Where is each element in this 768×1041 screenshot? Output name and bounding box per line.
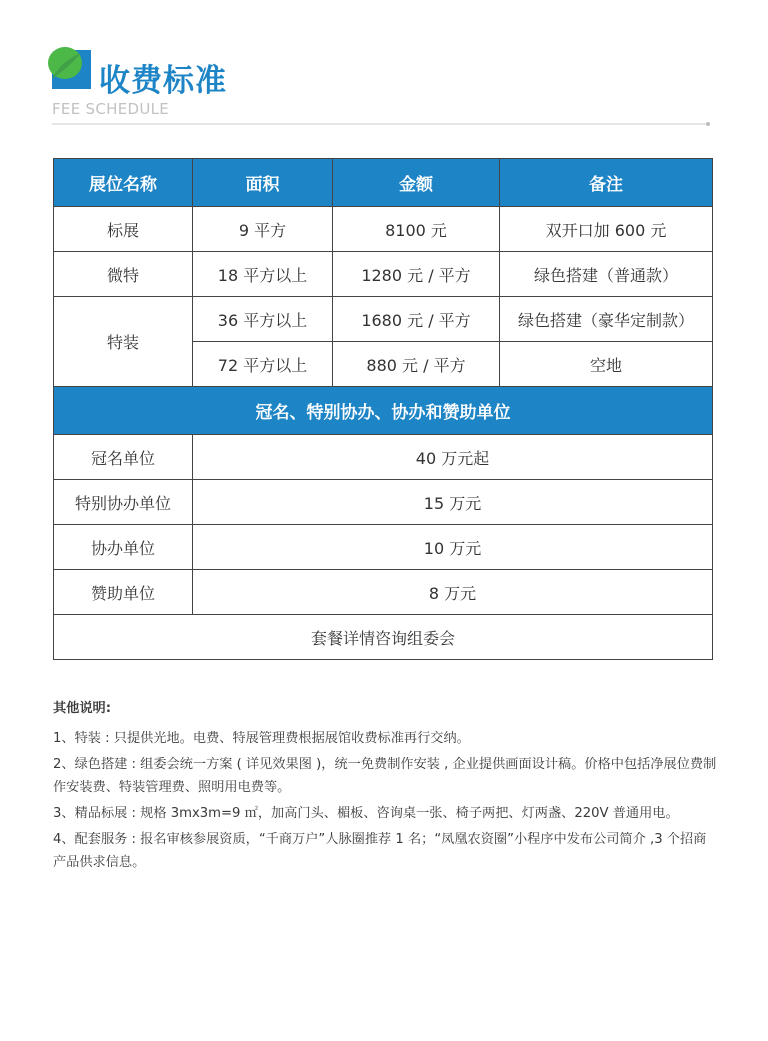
package-inquiry: 套餐详情咨询组委会 [54,615,713,660]
note-item: 3、精品标展 : 规格 3mx3m=9 ㎡，加高门头、楣板、咨询桌一张、椅子两把、灯两盏、220V 普通用电。 [53,806,679,821]
table-row [54,435,713,480]
booth-price: 1680 元 / 平方 [333,297,500,342]
sponsor-name: 冠名单位 [54,435,193,480]
header-divider [52,123,710,125]
booth-area: 36 平方以上 [193,297,333,342]
sponsor-name: 协办单位 [54,525,193,570]
note-item: 2、绿色搭建 : 组委会统一方案 ( 详见效果图 )，统一免费制作安装 , 企业提供画面设计稿。价格中包括净展位费制作安装费、特装管理费、照明用电费等。 [53,757,717,795]
booth-name: 微特 [54,252,193,297]
booth-price: 8100 元 [333,207,500,252]
table-row [54,480,713,525]
booth-area: 9 平方 [193,207,333,252]
table-row [54,297,713,342]
sponsor-price: 40 万元起 [193,435,713,480]
sponsor-price: 10 万元 [193,525,713,570]
note-item: 1、特装 : 只提供光地。电费、特展管理费根据展馆收费标准再行交纳。 [53,731,470,746]
note-item: 4、配套服务 : 报名审核参展资质，“千商万户”人脉圈推荐 1 名；“凤凰农资圈”小程序中发布公司简介 ,3 个招商产品供求信息。 [53,832,707,870]
sponsor-header-row [54,387,713,435]
booth-name: 特装 [54,297,193,387]
logo-icon [47,45,93,91]
sponsor-header: 冠名、特别协办、协办和赞助单位 [54,387,713,435]
notes-title: 其他说明: [53,701,112,716]
table-header-row [54,159,713,207]
booth-note: 双开口加 600 元 [500,207,713,252]
table-row [54,252,713,297]
booth-note: 绿色搭建（豪华定制款） [500,297,713,342]
page-header [47,45,712,135]
notes-section [53,697,717,877]
table-row [54,570,713,615]
booth-area: 18 平方以上 [193,252,333,297]
page-title: 收费标准 [99,63,227,99]
page-subtitle: FEE SCHEDULE [52,100,170,118]
col-header-note: 备注 [500,159,713,207]
booth-note: 绿色搭建（普通款） [500,252,713,297]
booth-price: 880 元 / 平方 [333,342,500,387]
booth-area: 72 平方以上 [193,342,333,387]
booth-name: 标展 [54,207,193,252]
booth-note: 空地 [500,342,713,387]
col-header-booth: 展位名称 [54,159,193,207]
sponsor-price: 15 万元 [193,480,713,525]
sponsor-name: 赞助单位 [54,570,193,615]
table-row [54,207,713,252]
divider-dot [706,122,710,126]
sponsor-price: 8 万元 [193,570,713,615]
sponsor-name: 特别协办单位 [54,480,193,525]
fee-table [53,158,713,660]
booth-price: 1280 元 / 平方 [333,252,500,297]
table-footer-row [54,615,713,660]
table-row [54,525,713,570]
col-header-price: 金额 [333,159,500,207]
col-header-area: 面积 [193,159,333,207]
